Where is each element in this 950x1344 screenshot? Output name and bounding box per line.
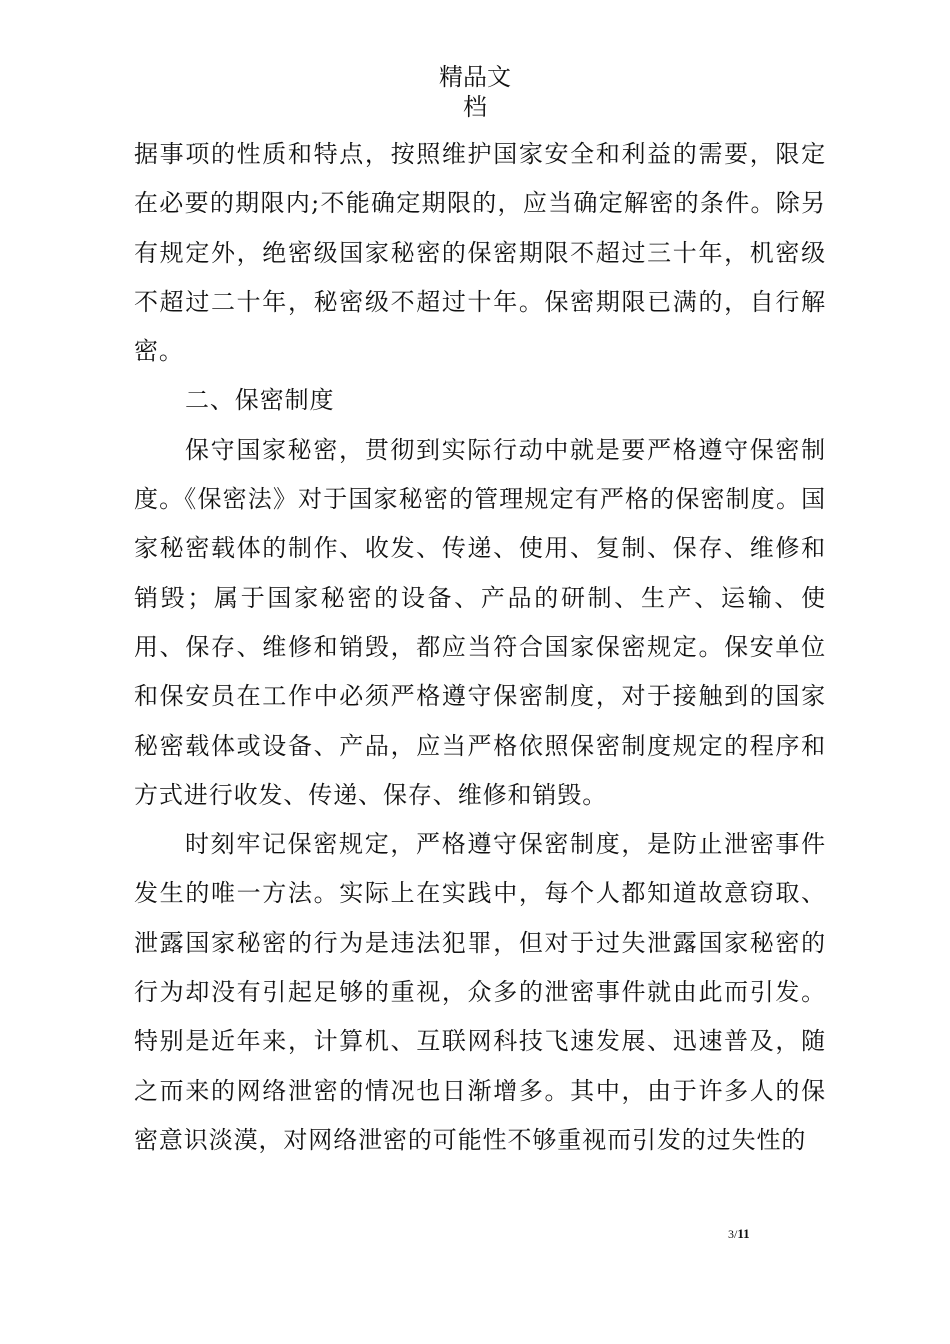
section-heading: 二、保密制度 (185, 386, 335, 415)
page-number-total: 11 (737, 1226, 750, 1241)
page-number (728, 1226, 750, 1242)
document-body (134, 130, 826, 1165)
paragraph-continuation: 据事项的性质和特点，按照维护国家安全和利益的需要，限定在必要的期限内;不能确定期限的，应当确定解密的条件。除另有规定外，绝密级国家秘密的保密期限不超过三十年，机密级不超过二十年，秘密级不超过十年。保密期限已满的，自行解密。 (134, 140, 826, 366)
page-number-separator: / (734, 1227, 738, 1241)
header-title-line-1: 精品文 (439, 63, 511, 91)
page-number-current: 3 (728, 1227, 734, 1241)
paragraph-prevent-leaks: 时刻牢记保密规定，严格遵守保密制度，是防止泄密事件发生的唯一方法。实际上在实践中，每个人都知道故意窃取、泄露国家秘密的行为是违法犯罪，但对于过失泄露国家秘密的行为却没有引起足够的重视，众多的泄密事件就由此而引发。特别是近年来，计算机、互联网科技飞速发展、迅速普及，随之而来的网络泄密的情况也日渐增多。其中，由于许多人的保密意识淡漠，对网络泄密的可能性不够重视而引发的过失性的 (134, 830, 826, 1154)
page-header (0, 62, 950, 122)
paragraph-secrecy-system: 保守国家秘密，贯彻到实际行动中就是要严格遵守保密制度。《保密法》对于国家秘密的管理规定有严格的保密制度。国家秘密载体的制作、收发、传递、使用、复制、保存、维修和销毁；属于国家秘密的设备、产品的研制、生产、运输、使用、保存、维修和销毁，都应当符合国家保密规定。保安单位和保安员在工作中必须严格遵守保密制度，对于接触到的国家秘密载体或设备、产品，应当严格依照保密制度规定的程序和方式进行收发、传递、保存、维修和销毁。 (134, 435, 826, 809)
header-title-line-2: 档 (463, 93, 487, 121)
